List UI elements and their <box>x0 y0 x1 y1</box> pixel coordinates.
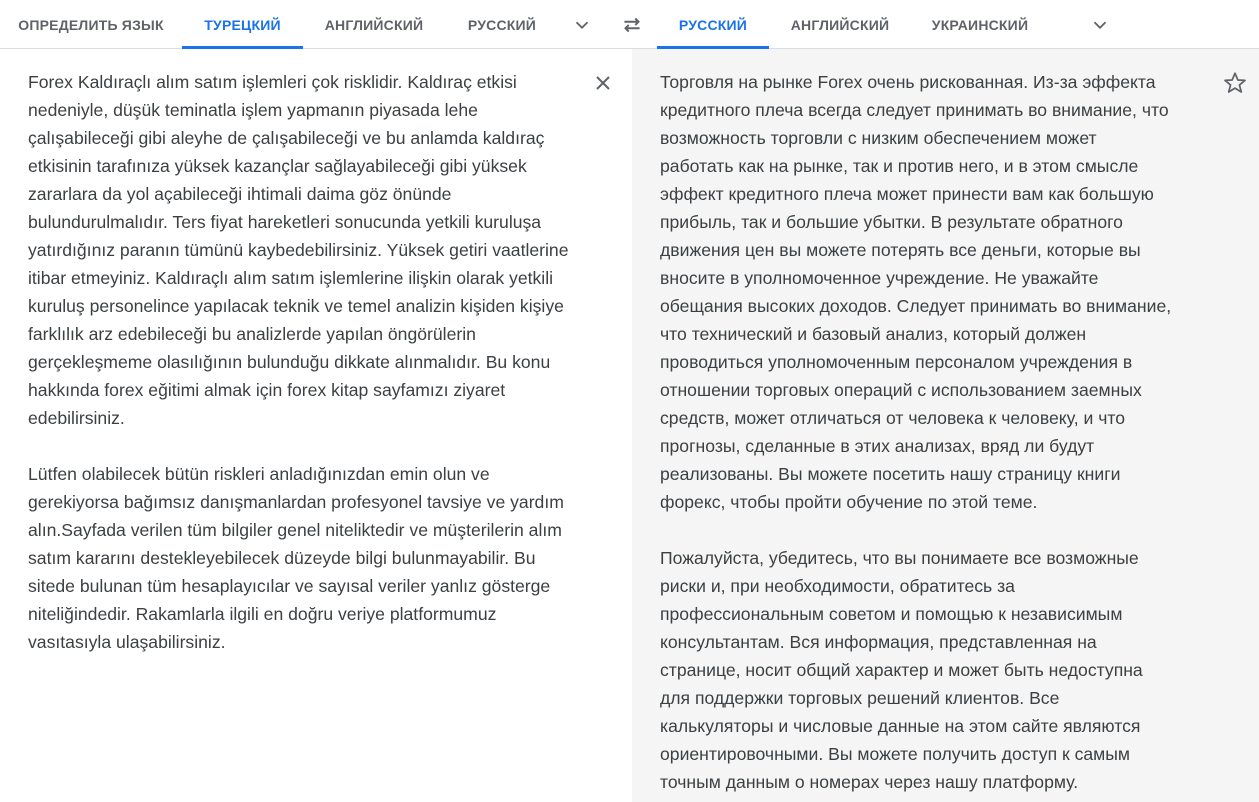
tab-source-english[interactable]: АНГЛИЙСКИЙ <box>324 17 424 33</box>
star-icon[interactable] <box>1222 70 1248 96</box>
tab-target-ukrainian[interactable]: УКРАИНСКИЙ <box>931 17 1029 33</box>
close-icon[interactable] <box>591 71 615 95</box>
source-pane <box>0 49 632 802</box>
chevron-down-icon[interactable] <box>1089 14 1111 36</box>
chevron-down-icon[interactable] <box>571 14 593 36</box>
language-bar <box>0 0 1259 49</box>
source-text-input[interactable]: Forex Kaldıraçlı alım satım işlemleri çok risklidir. Kaldıraç etkisi nedeniyle, düşük teminatla işlem yapmanın piyasada lehe çalışabileceği gibi aleyhe de çalışabileceği ve bu anlamda kaldıraç etkisinin tarafınıza yüksek kazançlar sağlayabileceği gibi yüksek zararlara da yol açabileceği ihtimali daima göz önünde bulundurulmalıdır. Ters fiyat hareketleri sonucunda yetkili kuruluşa yatırdığınız paranın tümünü kaybedebilirsiniz. Yüksek getiri vaatlerine itibar etmeyiniz. Kaldıraçlı alım satım işlemlerine ilişkin olarak yetkili kuruluş personelince yapılacak teknik ve temel analizin kişiden kişiye farklılık arz edebileceği bu analizlerde yapılan öngörülerin gerçekleşmeme olasılığının bulunduğu dikkate alınmalıdır. Bu konu hakkında forex eğitimi almak için forex kitap sayfamızı ziyaret edebilirsiniz. Lütfen olabilecek bütün riskleri anladığınızdan emin olun ve gerekiyorsa bağımsız danışmanlardan profesyonel tavsiye ve yardım alın.Sayfada verilen tüm bilgiler genel niteliktedir ve müşterilerin alım satım kararını destekleyebilecek düzeyde bilgi bulunmayabilir. Bu sitede bulunan tüm hesaplayıcılar ve sayısal veriler yanlız gösterge niteliğindedir. Rakamlarla ilgili en doğru veriye platformumuz vasıtasıyla ulaşabilirsiniz. <box>28 72 569 652</box>
tab-source-russian[interactable]: РУССКИЙ <box>467 17 537 33</box>
tab-target-english[interactable]: АНГЛИЙСКИЙ <box>790 17 890 33</box>
tab-detect-language[interactable]: ОПРЕДЕЛИТЬ ЯЗЫК <box>18 17 164 33</box>
tab-target-russian[interactable]: РУССКИЙ <box>657 0 769 48</box>
translation-output: Торговля на рынке Forex очень рискованная. Из-за эффекта кредитного плеча всегда следует принимать во внимание, что возможность торговли с низким обеспечением может работать как на рынке, так и против него, и в этом смысле эффект кредитного плеча может принести вам как большую прибыль, так и большие убытки. В результате обратного движения цен вы можете потерять все деньги, которые вы вносите в уполномоченное учреждение. Не уважайте обещания высоких доходов. Следует принимать во внимание, что технический и базовый анализ, который должен проводиться уполномоченным персоналом учреждения в отношении торговых операций с использованием заемных средств, может отличаться от человека к человеку, и что прогнозы, сделанные в этих анализах, вряд ли будут реализованы. Вы можете посетить нашу страницу книги форекс, чтобы пройти обучение по этой теме. Пожалуйста, убедитесь, что вы понимаете все возможные риски и, при необходимости, обратитесь за профессиональным советом и помощью к независимым консультантам. Вся информация, представленная на странице, носит общий характер и может быть недоступна для поддержки торговых решений клиентов. Все калькуляторы и числовые данные на этом сайте являются ориентировочными. Вы можете получить доступ к самым точным данным о номерах через нашу платформу. <box>660 72 1172 792</box>
swap-languages-icon[interactable] <box>619 12 645 38</box>
translation-pane <box>632 49 1259 802</box>
tab-source-turkish[interactable]: ТУРЕЦКИЙ <box>182 0 303 48</box>
